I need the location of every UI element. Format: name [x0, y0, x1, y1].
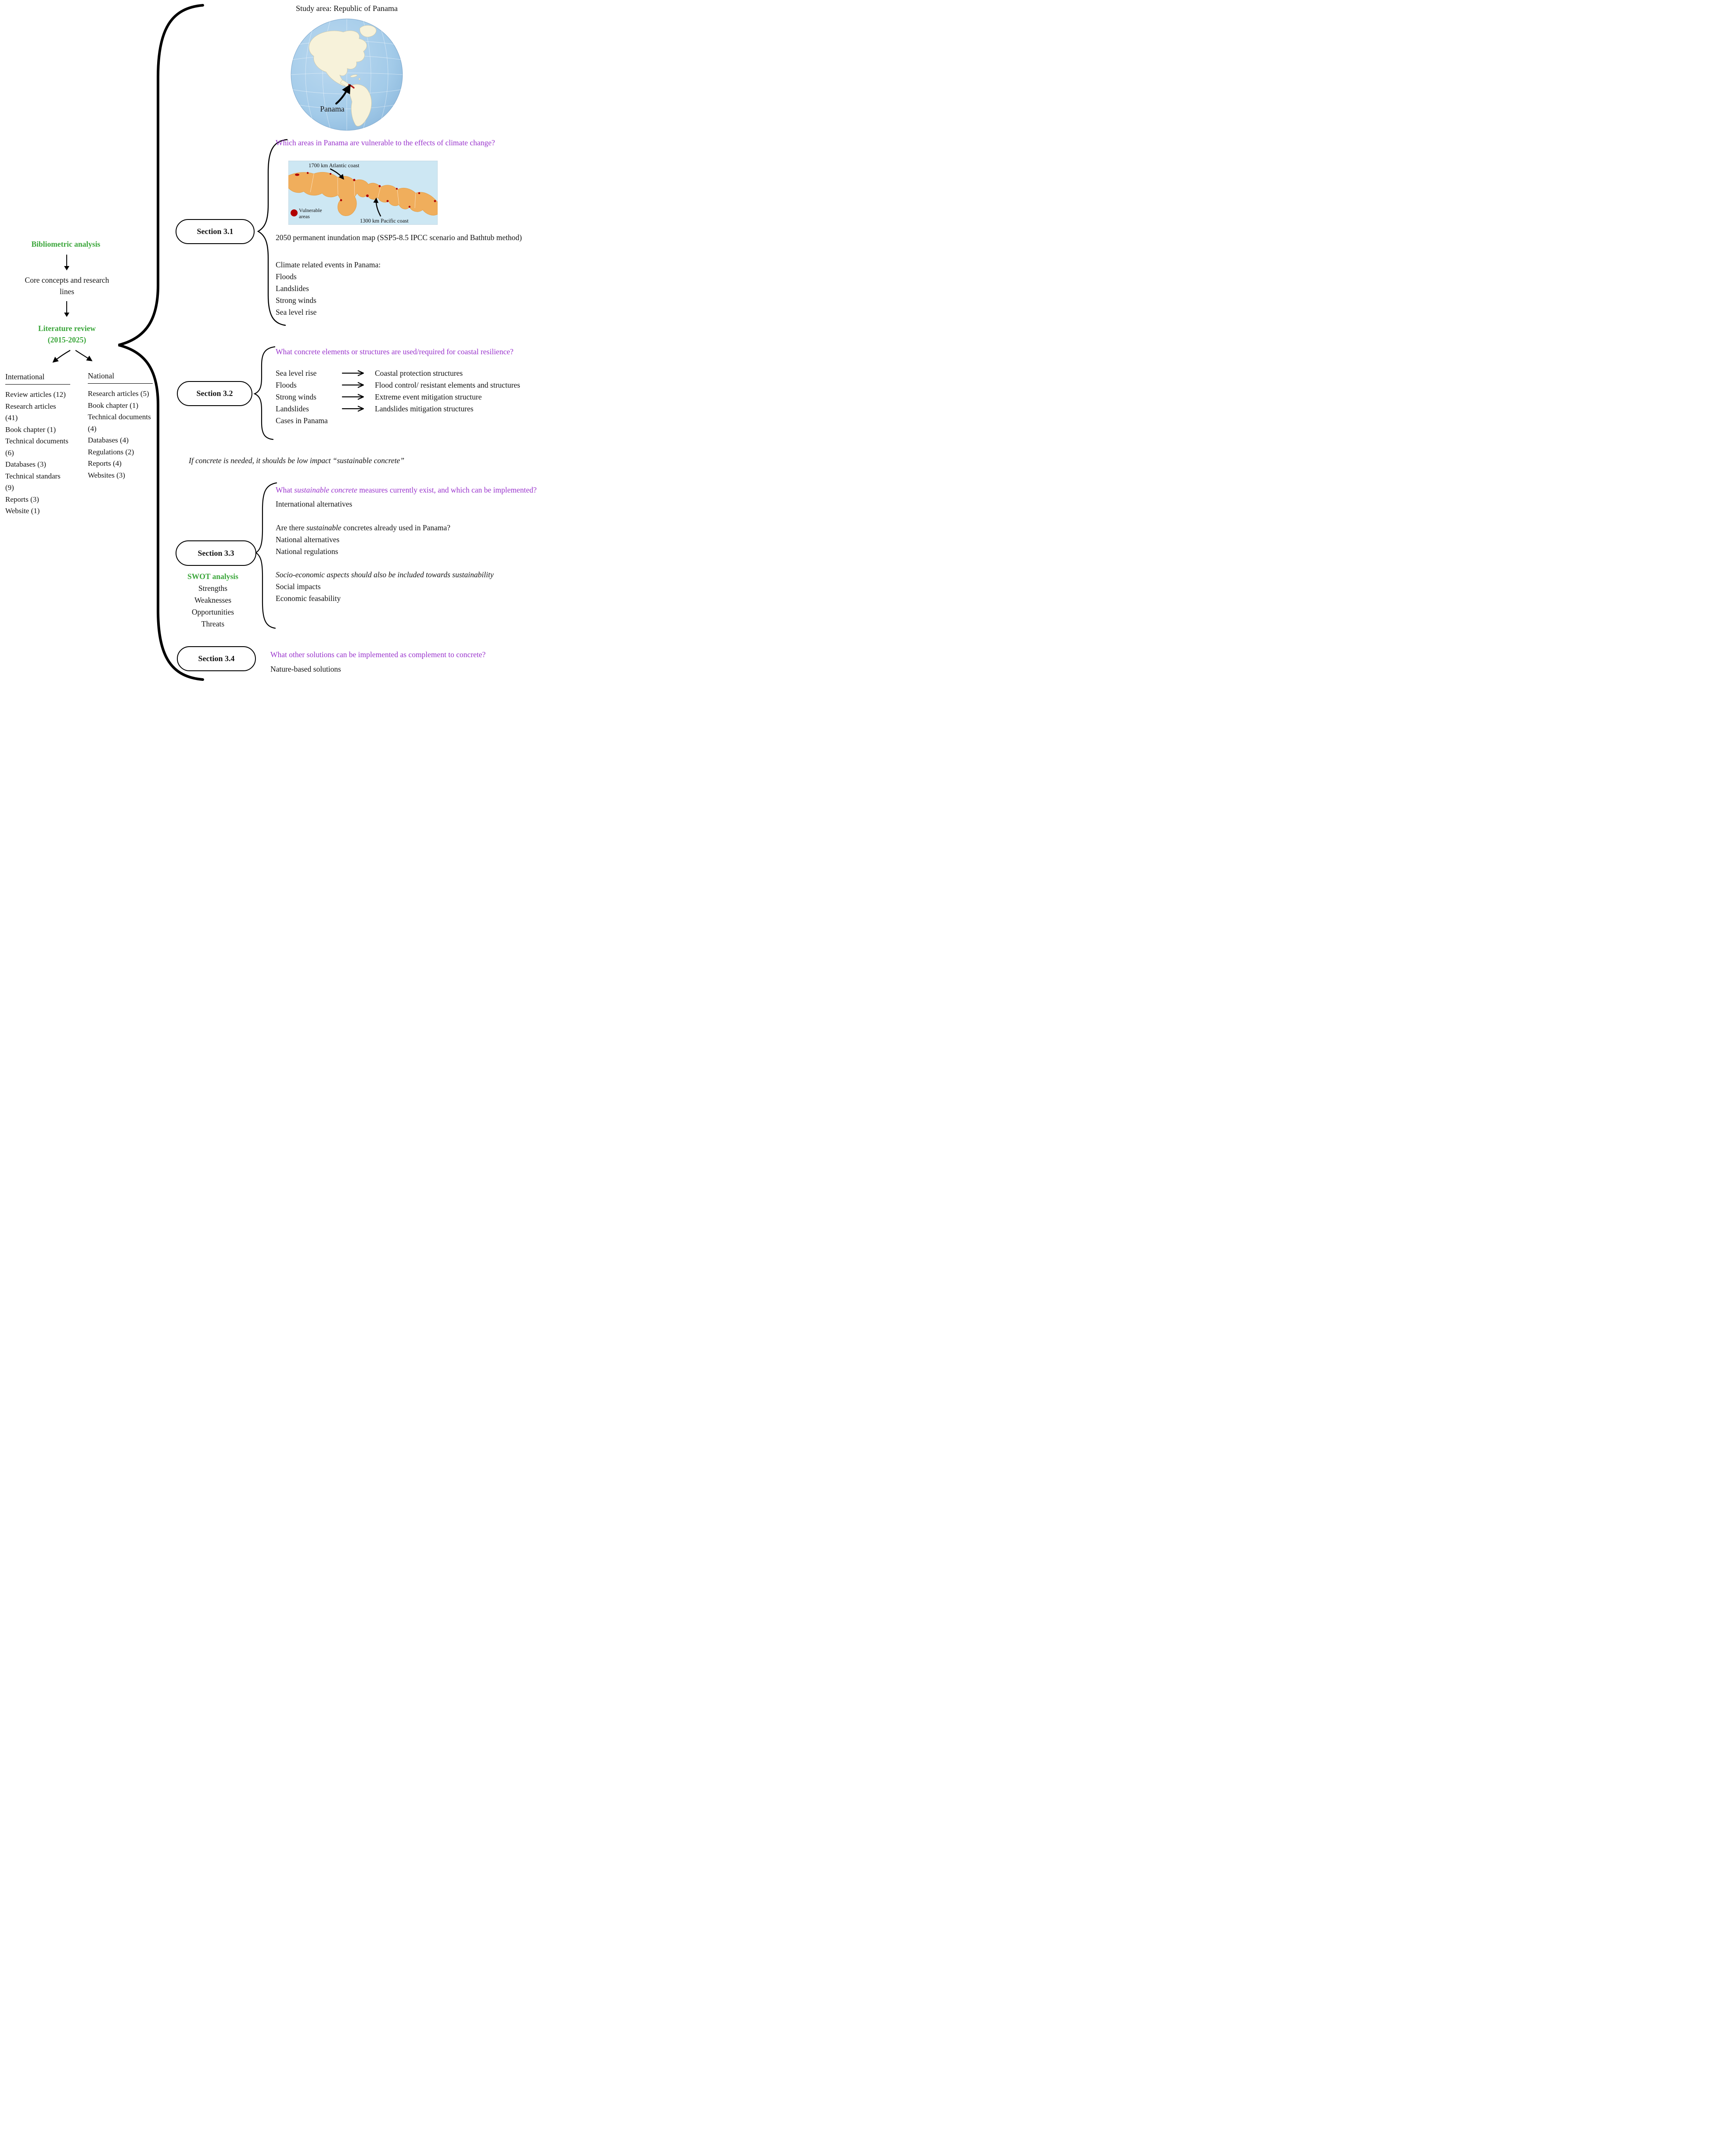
list-item: Technical documents (6) [5, 437, 68, 457]
structure-label: Extreme event mitigation structure [375, 392, 482, 401]
interlude-note: If concrete is needed, it shoulds be low impact “sustainable concrete” [189, 456, 405, 465]
swot-item: Opportunities [191, 608, 234, 616]
national-column [88, 370, 153, 481]
list-item: Website (1) [5, 507, 40, 515]
section-3-3-question-1 [276, 484, 545, 496]
q1-post: measures currently exist, and which can be implemented? [357, 486, 537, 494]
hazard-label: Landslides [276, 404, 309, 413]
international-column [5, 371, 70, 517]
national-header: National [88, 370, 153, 384]
climate-event: Floods [276, 272, 297, 281]
atlantic-coast-label: 1700 km Atlantic coast [309, 162, 359, 169]
hazard-label: Floods [276, 380, 297, 389]
q2-pre: Are there [276, 523, 306, 533]
literature-review-line2: (2015-2025) [47, 335, 86, 344]
swot-item: Strengths [198, 584, 228, 593]
panama-vulnerability-map [288, 161, 438, 225]
down-arrow-icon [62, 254, 72, 271]
mapping-row [276, 367, 555, 379]
vulnerable-legend-line2: areas [299, 213, 310, 219]
mapping-row [276, 414, 555, 426]
section-3-1-question: Which areas in Panama are vulnerable to the effects of climate change? [276, 138, 495, 147]
list-item: Websites (3) [88, 471, 126, 479]
down-arrow-icon [62, 300, 72, 318]
climate-event: Sea level rise [276, 308, 317, 317]
social-impacts-label: Social impacts [276, 582, 321, 591]
international-header: International [5, 371, 70, 385]
cases-in-panama-label: Cases in Panama [276, 416, 328, 425]
mapping-row [276, 391, 555, 403]
q1-italic: sustainable concrete [294, 486, 357, 494]
nature-based-solutions-label: Nature-based solutions [270, 665, 341, 673]
flow-step-core-concepts: Core concepts and research lines [25, 276, 109, 296]
national-regulations-label: National regulations [276, 547, 338, 556]
inundation-map-caption: 2050 permanent inundation map (SSP5-8.5 IPCC scenario and Bathtub method) [276, 233, 522, 242]
list-item: Book chapter (1) [88, 401, 139, 410]
list-item: Databases (3) [5, 460, 46, 469]
climate-events-header: Climate related events in Panama: [276, 260, 381, 269]
section-3-2-brace-icon [255, 347, 275, 439]
vulnerable-legend-dot [291, 209, 298, 216]
section-3-1-pill: Section 3.1 [176, 219, 255, 244]
right-arrow-icon [341, 381, 370, 389]
branch-arrows-icon [39, 349, 109, 366]
figure-title: Study area: Republic of Panama [296, 4, 398, 13]
list-item: Reports (3) [5, 495, 39, 504]
international-alternatives-label: International alternatives [276, 500, 352, 509]
section-3-3-block [276, 484, 545, 604]
list-item: Technical documents (4) [88, 413, 151, 433]
right-arrow-icon [341, 370, 370, 377]
structure-label: Coastal protection structures [375, 368, 463, 378]
q1-pre: What [276, 486, 295, 494]
list-item: Technical standars (9) [5, 471, 61, 492]
mapping-row [276, 403, 555, 414]
socio-economic-note: Socio-economic aspects should also be included towards sustainability [276, 570, 494, 579]
q2-italic: sustainable [306, 523, 341, 533]
pacific-coast-label: 1300 km Pacific coast [360, 218, 409, 224]
globe-panama-label: Panama [320, 104, 345, 113]
swot-item: Threats [201, 619, 225, 628]
list-item: Review articles (12) [5, 390, 66, 399]
swot-header: SWOT analysis [187, 572, 238, 581]
hazard-label: Strong winds [276, 392, 316, 401]
section-3-4-pill: Section 3.4 [177, 646, 256, 671]
list-item: Research articles (41) [5, 402, 56, 422]
list-item: Reports (4) [88, 459, 122, 468]
vulnerable-legend-line1: Vulnerable [299, 207, 322, 213]
mapping-row [276, 379, 555, 391]
hazard-structure-mapping [276, 367, 555, 426]
section-3-2-question: What concrete elements or structures are used/required for coastal resilience? [276, 347, 514, 356]
q2-post: concretes already used in Panama? [341, 523, 450, 533]
section-3-3-question-2 [276, 522, 545, 534]
flow-step-literature-review [18, 323, 116, 345]
section-3-4-question: What other solutions can be implemented as complement to concrete? [270, 650, 486, 659]
climate-event: Landslides [276, 284, 309, 293]
globe-map [290, 18, 404, 132]
hazard-label: Sea level rise [276, 368, 317, 378]
national-alternatives-label: National alternatives [276, 535, 340, 544]
climate-events-block [276, 259, 541, 318]
right-arrow-icon [341, 393, 370, 400]
section-3-2-pill: Section 3.2 [177, 381, 252, 406]
section-3-2-block [276, 346, 555, 426]
structure-label: Flood control/ resistant elements and structures [375, 380, 520, 389]
list-item: Research articles (5) [88, 389, 149, 398]
climate-event: Strong winds [276, 296, 316, 305]
economic-feasability-label: Economic feasability [276, 594, 341, 603]
list-item: Databases (4) [88, 436, 129, 445]
section-3-3-brace-icon [256, 483, 277, 628]
flow-step-bibliometric: Bibliometric analysis [31, 240, 101, 248]
section-3-3-pill: Section 3.3 [176, 540, 256, 566]
methodology-flow-diagram [0, 0, 555, 687]
swot-block [168, 571, 258, 630]
list-item: Book chapter (1) [5, 425, 56, 434]
structure-label: Landslides mitigation structures [375, 404, 474, 413]
right-arrow-icon [341, 405, 370, 412]
swot-item: Weaknesses [194, 596, 232, 604]
literature-review-line1: Literature review [38, 324, 96, 333]
list-item: Regulations (2) [88, 447, 134, 456]
